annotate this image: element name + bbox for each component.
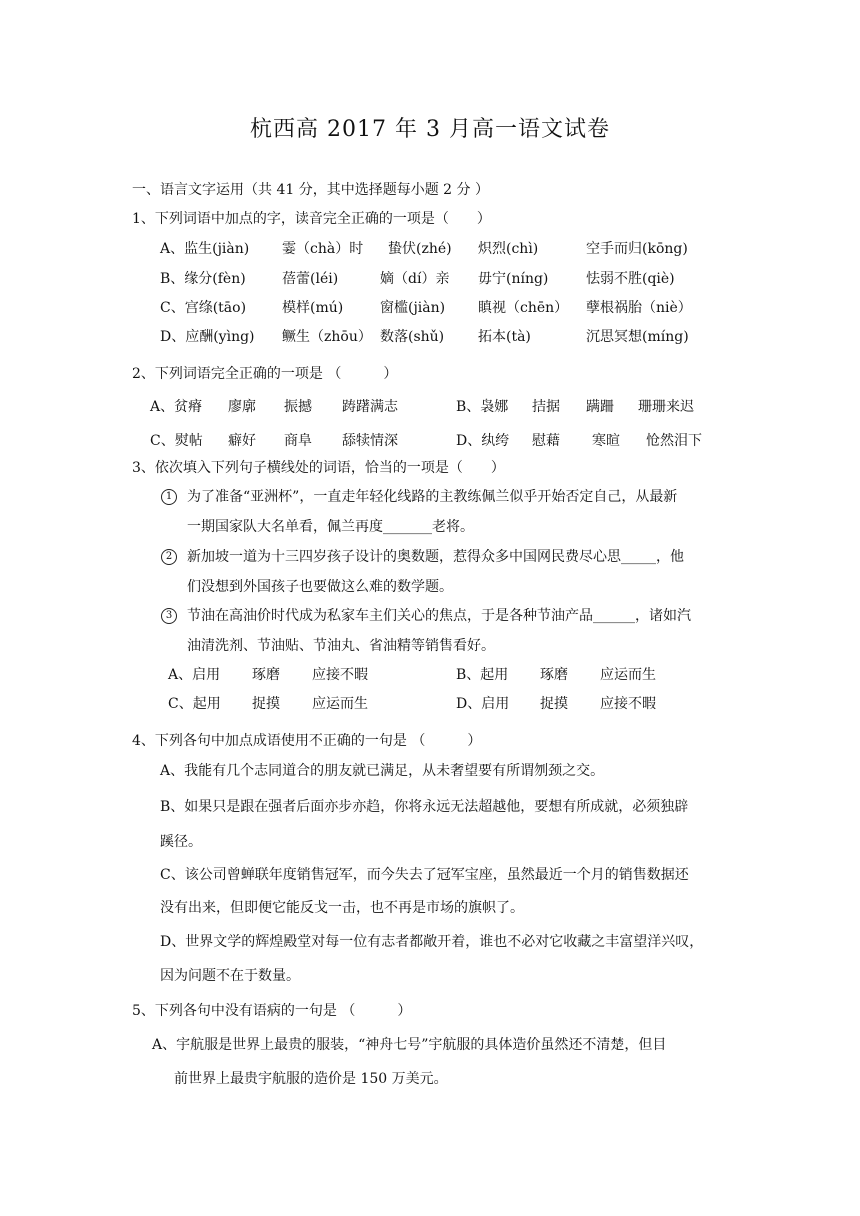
q2-a-word-2: 廖廓	[228, 399, 256, 415]
q1-d-word-3: 数落(shǔ)	[380, 329, 445, 345]
q3-c-word-2: 捉摸	[252, 696, 280, 712]
q3-option-b: B、起用	[456, 667, 509, 683]
q3-a-word-3: 应接不暇	[312, 667, 368, 683]
q1-b-word-4: 毋宁(níng)	[478, 271, 549, 287]
question-3-stem: 3、依次填入下列句子横线处的词语，恰当的一项是（ ）	[132, 460, 505, 476]
q1-c-word-5: 孽根祸胎（niè）	[586, 300, 692, 316]
q1-b-word-5: 怯弱不胜(qiè)	[586, 271, 675, 287]
q3-item-1-line-2: 一期国家队大名单看，佩兰再度_______老将。	[187, 519, 474, 535]
q4-option-c-line-1: C、该公司曾蝉联年度销售冠军，而今失去了冠军宝座，虽然最近一个月的销售数据还	[160, 867, 689, 883]
q1-option-d: D、应酬(yìng)	[160, 329, 255, 345]
q1-d-word-5: 沉思冥想(míng)	[586, 329, 689, 345]
q1-c-word-4: 瞋视（chēn）	[478, 300, 569, 316]
q3-item-2-line-1: 新加坡一道为十三四岁孩子设计的奥数题，惹得众多中国网民费尽心思_____，他	[187, 549, 684, 565]
q1-a-word-3: 蛰伏(zhé)	[388, 241, 452, 257]
q2-d-word-2: 慰藉	[532, 433, 560, 449]
q3-item-1-line-1: 为了准备“亚洲杯”，一直走年轻化线路的主教练佩兰似乎开始否定自己，从最新	[187, 489, 678, 505]
item-number-2: 2	[161, 549, 177, 565]
q1-d-word-2: 鳜生（zhōu）	[282, 329, 372, 345]
page-title: 杭西高 2017 年 3 月高一语文试卷	[250, 117, 610, 142]
question-1-stem: 1、下列词语中加点的字，读音完全正确的一项是（ ）	[132, 211, 491, 227]
q2-b-word-3: 蹒跚	[586, 399, 614, 415]
q4-option-b-line-2: 蹊径。	[160, 834, 202, 850]
q3-c-word-3: 应运而生	[312, 696, 368, 712]
q4-option-a: A、我能有几个志同道合的朋友就已满足，从未奢望要有所谓刎颈之交。	[160, 763, 605, 779]
q3-item-2-line-2: 们没想到外国孩子也要做这么难的数学题。	[187, 579, 453, 595]
q3-a-word-2: 琢磨	[252, 667, 280, 683]
q1-a-word-5: 空手而归(kōng)	[586, 241, 688, 257]
q2-b-word-4: 珊珊来迟	[638, 399, 694, 415]
q3-option-c: C、起用	[168, 696, 221, 712]
q3-item-3-line-2: 油清洗剂、节油贴、节油丸、省油精等销售看好。	[187, 638, 495, 654]
q2-option-c: C、熨帖	[150, 433, 203, 449]
q2-d-word-4: 怆然泪下	[646, 433, 702, 449]
q3-item-3-line-1: 节油在高油价时代成为私家车主们关心的焦点，于是各种节油产品______，诸如汽	[187, 608, 691, 624]
q1-a-word-4: 炽烈(chì)	[478, 241, 539, 257]
q2-c-word-2: 癖好	[228, 433, 256, 449]
q2-a-word-3: 振撼	[284, 399, 312, 415]
q1-d-word-4: 拓本(tà)	[478, 329, 531, 345]
q4-option-d-line-2: 因为问题不在于数量。	[160, 968, 300, 984]
q3-option-d: D、启用	[456, 696, 510, 712]
q4-option-c-line-2: 没有出来，但即便它能反戈一击，也不再是市场的旗帜了。	[160, 900, 524, 916]
q3-option-a: A、启用	[168, 667, 221, 683]
q4-option-d-line-1: D、世界文学的辉煌殿堂对每一位有志者都敞开着，谁也不必对它收藏之丰富望洋兴叹，	[160, 934, 704, 950]
section-heading: 一、语言文字运用（共 41 分，其中选择题每小题 2 分 ）	[132, 182, 489, 198]
item-number-3: 3	[161, 608, 177, 624]
q5-option-a-line-1: A、宇航服是世界上最贵的服装，“神舟七号”宇航服的具体造价虽然还不清楚，但目	[152, 1037, 667, 1053]
q3-d-word-3: 应接不暇	[600, 696, 656, 712]
q1-a-word-2: 霎（chà）时	[282, 241, 364, 257]
q2-c-word-4: 舔犊情深	[342, 433, 398, 449]
q1-b-word-2: 蓓蕾(léi)	[282, 271, 339, 287]
q2-option-d: D、纨绔	[456, 433, 510, 449]
q1-b-word-3: 嫡（dí）亲	[380, 271, 450, 287]
q1-c-word-2: 模样(mú)	[282, 300, 344, 316]
q2-option-b: B、袅娜	[456, 399, 509, 415]
q2-option-a: A、贫瘠	[150, 399, 203, 415]
q2-c-word-3: 商阜	[284, 433, 312, 449]
q5-option-a-line-2: 前世界上最贵宇航服的造价是 150 万美元。	[174, 1071, 448, 1087]
question-5-stem: 5、下列各句中没有语病的一句是 （ ）	[132, 1003, 412, 1019]
q3-d-word-2: 捉摸	[540, 696, 568, 712]
question-4-stem: 4、下列各句中加点成语使用不正确的一句是 （ ）	[132, 733, 482, 749]
q2-a-word-4: 踌躇满志	[342, 399, 398, 415]
q1-option-b: B、缘分(fèn)	[160, 271, 246, 287]
q1-option-c: C、宫绦(tāo)	[160, 300, 247, 316]
q1-c-word-3: 窗槛(jiàn)	[380, 300, 446, 316]
q2-d-word-3: 寒暄	[592, 433, 620, 449]
item-number-1: 1	[161, 489, 177, 505]
q2-b-word-2: 拮据	[532, 399, 560, 415]
q4-option-b-line-1: B、如果只是跟在强者后面亦步亦趋，你将永远无法超越他，要想有所成就，必须独辟	[160, 799, 689, 815]
q3-b-word-3: 应运而生	[600, 667, 656, 683]
q3-b-word-2: 琢磨	[540, 667, 568, 683]
q1-option-a: A、监生(jiàn)	[160, 241, 250, 257]
question-2-stem: 2、下列词语完全正确的一项是 （ ）	[132, 366, 398, 382]
